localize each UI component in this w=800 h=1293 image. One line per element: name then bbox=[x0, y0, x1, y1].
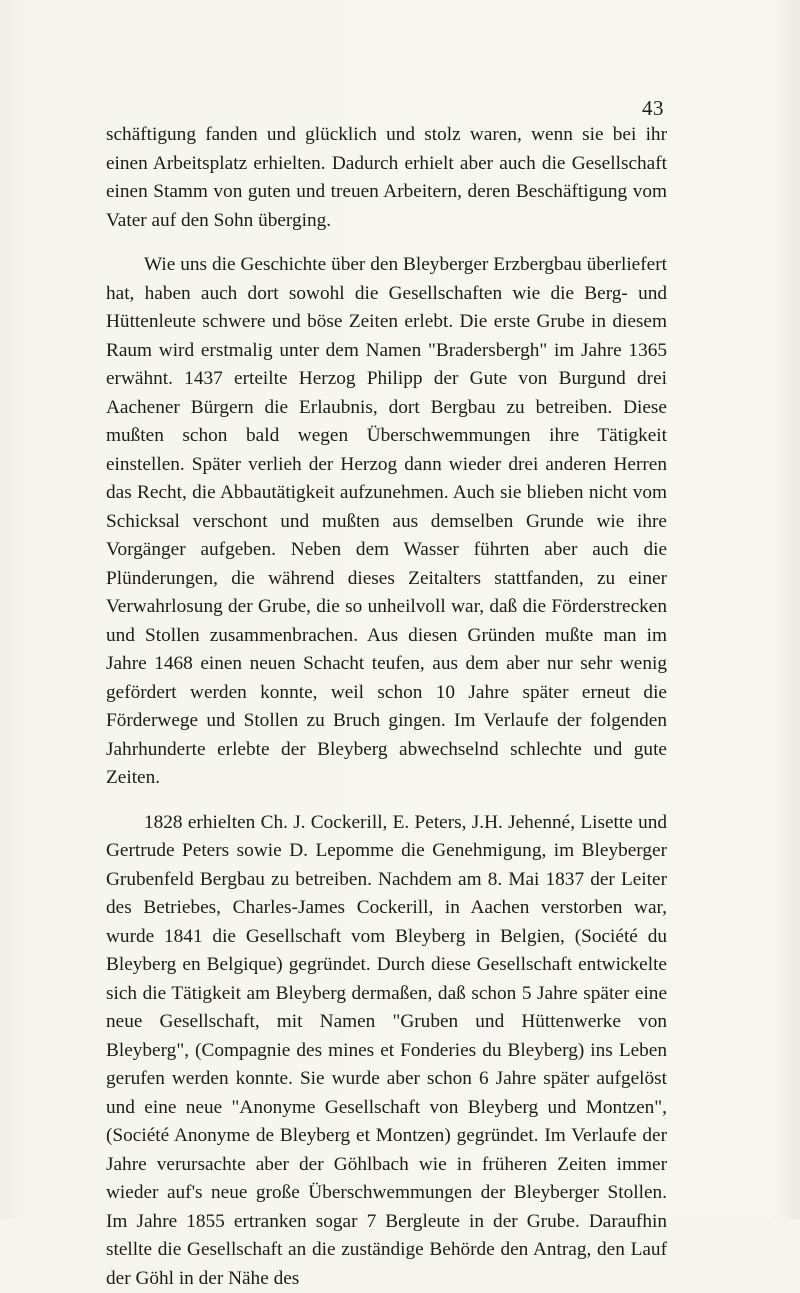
paragraph-history: Wie uns die Geschichte über den Bleyberger Erzbergbau überliefert hat, haben auch dort sowohl die Gesellschaften wie die Berg- und Hüttenleute schwere und böse Zeiten erlebt. Die erste Grube in diesem Raum wird erstmalig unter dem Namen "Bradersbergh" im Jahre 1365 erwähnt. 1437 erteilte Herzog Philipp der Gute von Burgund drei Aachener Bürgern die Erlaubnis, dort Bergbau zu betreiben. Diese mußten schon bald wegen Überschwemmungen ihre Tätigkeit einstellen. Später verlieh der Herzog dann wieder drei anderen Herren das Recht, die Abbautätigkeit aufzunehmen. Auch sie blieben nicht vom Schicksal verschont und mußten aus demselben Grunde wie ihre Vorgänger aufgeben. Neben dem Wasser führten aber auch die Plünderungen, die während dieses Zeitalters stattfanden, zu einer Verwahrlosung der Grube, die so unheilvoll war, daß die Förderstrecken und Stollen zusammenbrachen. Aus diesen Gründen mußte man im Jahre 1468 einen neuen Schacht teufen, aus dem aber nur sehr wenig gefördert werden konnte, weil schon 10 Jahre später erneut die Förderwege und Stollen zu Bruch gingen. Im Verlaufe der folgenden Jahrhunderte erlebte der Bleyberg abwechselnd schlechte und gute Zeiten. bbox=[106, 251, 667, 793]
body-text bbox=[106, 121, 667, 1293]
paragraph-continuation: schäftigung fanden und glücklich und stolz waren, wenn sie bei ihr einen Arbeitsplatz erhielten. Dadurch erhielt aber auch die Gesellschaft einen Stamm von guten und treuen Arbeitern, deren Beschäftigung vom Vater auf den Sohn überging. bbox=[106, 121, 667, 235]
paragraph-companies: 1828 erhielten Ch. J. Cockerill, E. Peters, J.H. Jehenné, Lisette und Gertrude Peters sowie D. Lepomme die Genehmigung, im Bleyberger Grubenfeld Bergbau zu betreiben. Nachdem am 8. Mai 1837 der Leiter des Betriebes, Charles-James Cockerill, in Aachen verstorben war, wurde 1841 die Gesellschaft vom Bleyberg in Belgien, (Société du Bleyberg en Belgique) gegründet. Durch diese Gesellschaft entwickelte sich die Tätigkeit am Bleyberg dermaßen, daß schon 5 Jahre später eine neue Gesellschaft, mit Namen "Gruben und Hüttenwerke von Bleyberg", (Compagnie des mines et Fonderies du Bleyberg) ins Leben gerufen werden konnte. Sie wurde aber schon 6 Jahre später aufgelöst und eine neue "Anonyme Gesellschaft von Bleyberg und Montzen", (Société Anonyme de Bleyberg et Montzen) gegründet. Im Verlaufe der Jahre verursachte aber der Göhlbach wie in früheren Zeiten immer wieder auf's neue große Überschwemmungen der Bleyberger Stollen. Im Jahre 1855 ertranken sogar 7 Bergleute in der Grube. Daraufhin stellte die Gesellschaft an die zuständige Behörde den Antrag, den Lauf der Göhl in der Nähe des bbox=[106, 809, 667, 1293]
page-number: 43 bbox=[642, 96, 664, 121]
